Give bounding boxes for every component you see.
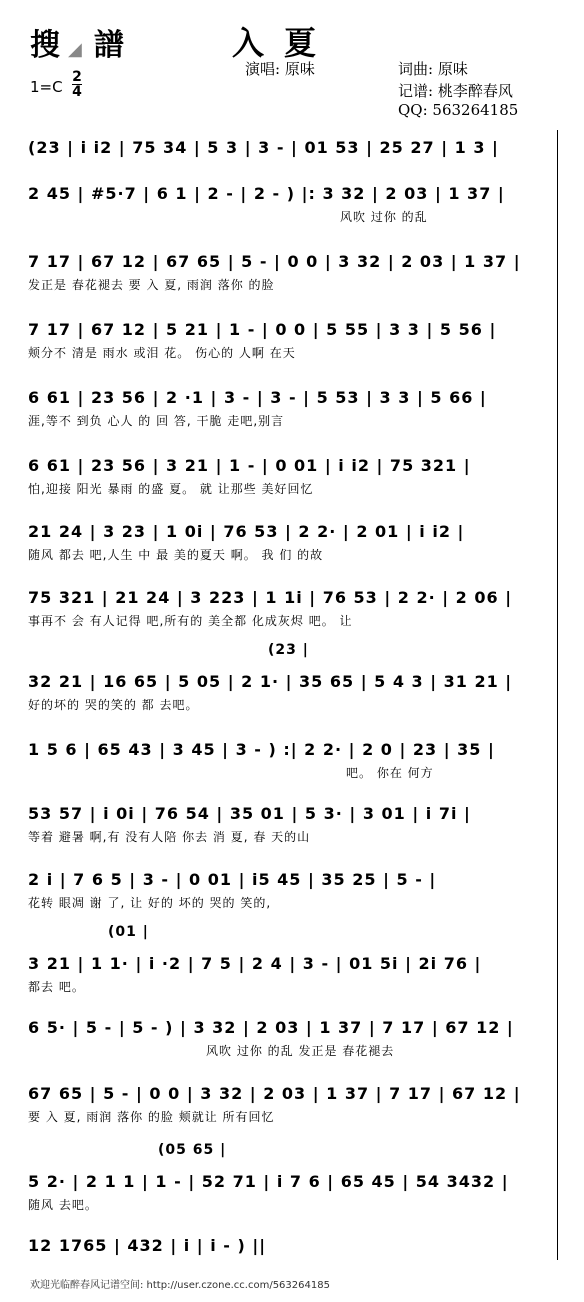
lyrics: 风吹 过你 的乱	[340, 210, 428, 224]
footer-credit: 欢迎光临醉春风记谱空间: http://user.czone.cc.com/563264185	[30, 1280, 330, 1291]
score-line-16	[28, 1018, 558, 1062]
lyrics	[28, 162, 558, 182]
notes: (23 | i i2 | 75 34 | 5 3 | 3 - | 01 53 | 25 27 | 1 3 |	[28, 138, 499, 157]
lyrics: 事再不 会 有人记得 吧,所有的 美全都 化成灰烬 吧。 让	[28, 614, 353, 628]
lyrics: 要 入 夏, 雨润 落你 的脸 颊就让 所有回忆	[28, 1110, 275, 1124]
notes: 21 24 | 3 23 | 1 0i | 76 53 | 2 2· | 2 01 | i i2 |	[28, 522, 465, 541]
lyrics: 风吹 过你 的乱 发正是 春花褪去	[206, 1044, 395, 1058]
notes: 3 21 | 1 1· | i ·2 | 7 5 | 2 4 | 3 - | 01 5i | 2i 76 |	[28, 954, 482, 973]
lyricist-credit: 词曲: 原味	[398, 60, 468, 78]
lyrics: 怕,迎接 阳光 暴雨 的盛 夏。 就 让那些 美好回忆	[28, 482, 314, 496]
score-line-3	[28, 252, 558, 296]
lyrics: 吧。 你在 何方	[346, 766, 434, 780]
notes: 7 17 | 67 12 | 67 65 | 5 - | 0 0 | 3 32 | 2 03 | 1 37 |	[28, 252, 521, 271]
notes: 7 17 | 67 12 | 5 21 | 1 - | 0 0 | 5 55 | 3 3 | 5 56 |	[28, 320, 497, 339]
lyrics: 等着 避暑 啊,有 没有人陪 你去 消 夏, 春 天的山	[28, 830, 311, 844]
score-line-8	[28, 588, 558, 632]
score-line-6	[28, 456, 558, 500]
notes: 32 21 | 16 65 | 5 05 | 2 1· | 35 65 | 5 4 3 | 31 21 |	[28, 672, 513, 691]
lyrics: 发正是 春花褪去 要 入 夏, 雨润 落你 的脸	[28, 278, 275, 292]
score-line-18	[158, 1142, 258, 1166]
notes: 2 45 | #5·7 | 6 1 | 2 - | 2 - ) |: 3 32 | 2 03 | 1 37 |	[28, 184, 505, 203]
score-line-19	[28, 1172, 558, 1216]
score-line-20	[28, 1236, 558, 1260]
score-line-17	[28, 1084, 558, 1128]
singer-credit: 演唱: 原味	[245, 60, 315, 78]
score-line-5	[28, 388, 558, 432]
notes: 1 5 6 | 65 43 | 3 45 | 3 - ) :| 2 2· | 2 0 | 23 | 35 |	[28, 740, 495, 759]
lyrics: 花转 眼凋 谢 了, 让 好的 坏的 哭的 笑的,	[28, 896, 272, 910]
notes: 5 2· | 2 1 1 | 1 - | 52 71 | i 7 6 | 65 45 | 54 3432 |	[28, 1172, 509, 1191]
time-top: 2	[72, 69, 82, 85]
score-line-9	[268, 642, 348, 666]
notes: 53 57 | i 0i | 76 54 | 35 01 | 5 3· | 3 01 | i 7i |	[28, 804, 471, 823]
score-line-7	[28, 522, 558, 566]
lyrics: 颊分不 清是 雨水 或泪 花。 伤心的 人啊 在天	[28, 346, 296, 360]
lyrics: 随风 去吧。	[28, 1198, 98, 1212]
notes: (23 |	[268, 642, 309, 658]
lyrics: 好的坏的 哭的笑的 都 去吧。	[28, 698, 199, 712]
lyrics: 涯,等不 到负 心人 的 回 答, 干脆 走吧,别言	[28, 414, 285, 428]
lyrics: 都去 吧。	[28, 980, 85, 994]
notes: 6 61 | 23 56 | 2 ·1 | 3 - | 3 - | 5 53 | 3 3 | 5 66 |	[28, 388, 487, 407]
lyrics: 随风 都去 吧,人生 中 最 美的夏天 啊。 我 们 的故	[28, 548, 324, 562]
transcriber-credit: 记谱: 桃李醉春风	[398, 82, 513, 100]
score-line-2	[28, 184, 558, 228]
notes: 6 5· | 5 - | 5 - ) | 3 32 | 2 03 | 1 37 | 7 17 | 67 12 |	[28, 1018, 514, 1037]
leaf-icon: ◢	[68, 39, 84, 60]
notes: 12 1765 | 432 | i | i - ) ||	[28, 1236, 267, 1255]
notes: (01 |	[108, 924, 149, 940]
notes: 67 65 | 5 - | 0 0 | 3 32 | 2 03 | 1 37 | 7 17 | 67 12 |	[28, 1084, 521, 1103]
notes: (05 65 |	[158, 1142, 227, 1158]
score-line-15	[28, 954, 558, 998]
score-line-10	[28, 672, 558, 716]
score-line-14	[108, 924, 188, 948]
notes: 2 i | 7 6 5 | 3 - | 0 01 | i5 45 | 35 25 | 5 - |	[28, 870, 437, 889]
score-line-13	[28, 870, 558, 914]
score-line-4	[28, 320, 558, 364]
logo-char-2: 譜	[93, 28, 126, 63]
logo-char-1: 搜	[30, 28, 62, 63]
qq-number: QQ: 563264185	[398, 101, 519, 119]
time-signature	[72, 70, 82, 99]
notes: 75 321 | 21 24 | 3 223 | 1 1i | 76 53 | 2 2· | 2 06 |	[28, 588, 513, 607]
score-line-12	[28, 804, 558, 848]
score-line-11	[28, 740, 558, 784]
song-title: 入夏	[232, 24, 337, 62]
time-bottom: 4	[72, 84, 82, 100]
site-logo	[30, 20, 126, 64]
score-line-1	[28, 138, 558, 182]
notes: 6 61 | 23 56 | 3 21 | 1 - | 0 01 | i i2 | 75 321 |	[28, 456, 471, 475]
key-signature: 1=C	[30, 78, 63, 96]
